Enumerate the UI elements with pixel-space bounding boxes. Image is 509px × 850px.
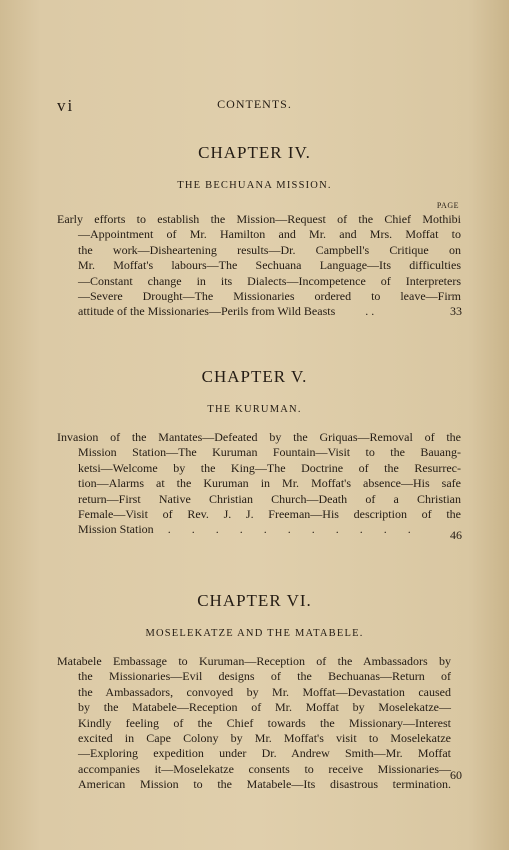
summary-line: by the Matabele—Reception of Mr. Moffat by Moselekatze—: [78, 700, 451, 715]
dot-leader: . . . . . . . . . . .: [167, 522, 420, 537]
chapter-6-summary: [57, 654, 451, 793]
chapter-6-title: CHAPTER VI.: [197, 591, 312, 610]
summary-line: Invasion of the Mantates—Defeated by the Griquas—Removal of the: [57, 430, 461, 444]
chapter-5-summary: [57, 430, 461, 538]
dot-leader: . .: [365, 304, 375, 319]
summary-last-line: [57, 304, 461, 319]
summary-line: ketsi—Welcome by the King—The Doctrine of the Resurrec-: [78, 460, 461, 475]
chapter-5-title: CHAPTER V.: [201, 367, 308, 386]
summary-line: —Severe Drought—The Missionaries ordered to leave—Firm: [78, 289, 461, 304]
summary-line: Kindly feeling of the Chief towards the Missionary—Interest: [78, 715, 451, 730]
summary-line: Mr. Moffat's labours—The Sechuana Language—Its difficulties: [78, 258, 461, 273]
chapter-6-page-number: 60: [450, 768, 462, 782]
summary-line: tion—Alarms at the Kuruman in Mr. Moffat's absence—His safe: [78, 476, 461, 491]
summary-line: —Appointment of Mr. Hamilton and Mr. and Mrs. Moffat to: [78, 227, 461, 242]
summary-line: the Ambassadors, convoyed by Mr. Moffat—Devastation caused: [78, 684, 451, 699]
summary-line: —Exploring expedition under Dr. Andrew Smith—Mr. Moffat: [78, 746, 451, 761]
summary-line: accompanies it—Moselekatze consents to receive Missionaries—: [78, 761, 451, 776]
summary-line: Matabele Embassage to Kuruman—Reception of the Ambassadors by: [57, 654, 451, 668]
summary-line: attitude of the Missionaries—Perils from Wild Beasts: [78, 304, 336, 319]
page-column-label: PAGE: [436, 201, 459, 210]
summary-line: American Mission to the Matabele—Its disastrous termination.: [78, 777, 451, 792]
chapter-5-page-number: 46: [450, 528, 462, 542]
summary-last-line: [57, 522, 461, 537]
running-head: CONTENTS.: [217, 97, 292, 111]
summary-line: the work—Disheartening results—Dr. Campbell's Critique on: [78, 242, 461, 257]
chapter-4-title: CHAPTER IV.: [198, 143, 311, 162]
summary-line: Early efforts to establish the Mission—Request of the Chief Mothibi: [57, 212, 461, 226]
summary-line: Female—Visit of Rev. J. J. Freeman—His description of the: [78, 507, 461, 522]
chapter-6-subtitle: MOSELEKATZE AND THE MATABELE.: [145, 628, 364, 639]
page-folio: vi: [57, 96, 75, 115]
summary-line: excited in Cape Colony by Mr. Moffat's visit to Moselekatze: [78, 731, 451, 746]
summary-line: Mission Station: [78, 522, 154, 537]
chapter-4-page-number: 33: [450, 304, 462, 318]
summary-line: Mission Station—The Kuruman Fountain—Visit to the Bauang-: [78, 445, 461, 460]
chapter-4-subtitle: THE BECHUANA MISSION.: [177, 180, 332, 191]
chapter-5-subtitle: THE KURUMAN.: [207, 404, 302, 415]
chapter-4-summary: [57, 212, 461, 320]
summary-line: the Missionaries—Evil designs of the Bechuanas—Return of: [78, 669, 451, 684]
summary-line: return—First Native Christian Church—Death of a Christian: [78, 491, 461, 506]
summary-line: —Constant change in its Dialects—Incompetence of Interpreters: [78, 273, 461, 288]
